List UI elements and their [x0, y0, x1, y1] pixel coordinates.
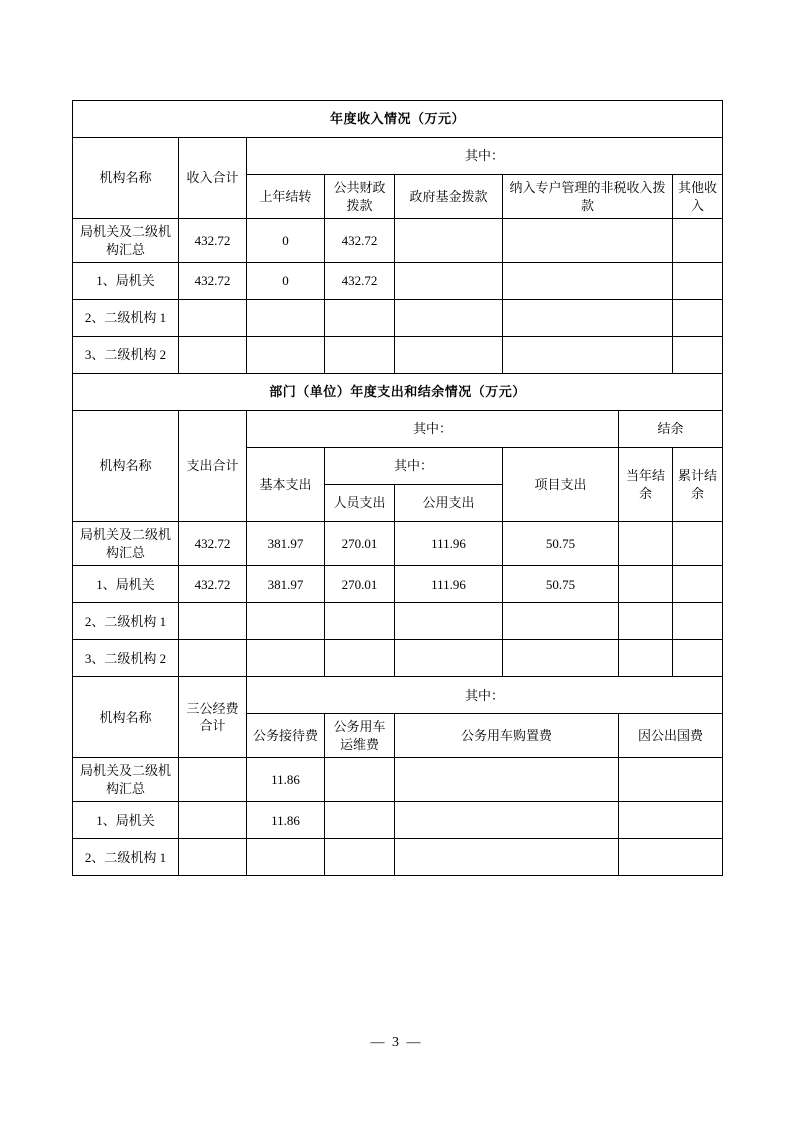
section2-row-3-name: 3、二级机构 2: [73, 640, 179, 677]
section1-header-col-gov-fund: 政府基金拨款: [395, 175, 503, 219]
section2-row-3-personnel: [325, 640, 395, 677]
section2-row-3-basic: [247, 640, 325, 677]
section1-row-3-gov-fund: [395, 337, 503, 374]
section2-header-total: 支出合计: [179, 411, 247, 522]
section1-header-col-other: 其他收入: [673, 175, 723, 219]
section2-row-1-balance-year: [619, 566, 673, 603]
budget-table: [72, 100, 723, 876]
table-row: [73, 802, 723, 839]
section3-row-1-name: 1、局机关: [73, 802, 179, 839]
table-row: [73, 839, 723, 876]
table-row: [73, 758, 723, 802]
section1-row-0-other: [673, 219, 723, 263]
section2-row-1-name: 1、局机关: [73, 566, 179, 603]
section3-row-0-overseas-travel: [619, 758, 723, 802]
section1-row-3-other: [673, 337, 723, 374]
section3-header-org-name: 机构名称: [73, 677, 179, 758]
section2-row-1-personnel: 270.01: [325, 566, 395, 603]
section2-row-0-project: 50.75: [503, 522, 619, 566]
section1-header-row-1: [73, 138, 723, 175]
table-row: [73, 219, 723, 263]
section1-row-3-public-finance: [325, 337, 395, 374]
section1-row-0-name: 局机关及二级机构汇总: [73, 219, 179, 263]
section2-header-row-1: [73, 411, 723, 448]
table-row: [73, 640, 723, 677]
section1-row-1-total: 432.72: [179, 263, 247, 300]
section2-row-3-public: [395, 640, 503, 677]
table-row: [73, 263, 723, 300]
section2-row-1-basic: 381.97: [247, 566, 325, 603]
section3-row-2-vehicle-purchase: [395, 839, 619, 876]
section3-header-among-which: 其中：: [247, 677, 723, 714]
section1-header-total: 收入合计: [179, 138, 247, 219]
section2-row-3-balance-year: [619, 640, 673, 677]
section2-row-2-name: 2、二级机构 1: [73, 603, 179, 640]
section2-header-public: 公用支出: [395, 485, 503, 522]
section1-header-org-name: 机构名称: [73, 138, 179, 219]
section3-row-1-total: [179, 802, 247, 839]
section1-row-1-carryover: 0: [247, 263, 325, 300]
section2-row-2-personnel: [325, 603, 395, 640]
section2-row-1-public: 111.96: [395, 566, 503, 603]
section3-header-col-vehicle-purchase: 公务用车购置费: [395, 714, 619, 758]
section2-title-row: [73, 374, 723, 411]
table-row: [73, 566, 723, 603]
section2-row-0-basic: 381.97: [247, 522, 325, 566]
table-row: [73, 522, 723, 566]
section3-header-col-reception: 公务接待费: [247, 714, 325, 758]
section2-header-balance-year: 当年结余: [619, 448, 673, 522]
section1-row-0-public-finance: 432.72: [325, 219, 395, 263]
section2-row-1-total: 432.72: [179, 566, 247, 603]
section2-row-1-project: 50.75: [503, 566, 619, 603]
section2-header-org-name: 机构名称: [73, 411, 179, 522]
section2-row-1-balance-cumulative: [673, 566, 723, 603]
section1-row-0-gov-fund: [395, 219, 503, 263]
section3-row-1-vehicle-purchase: [395, 802, 619, 839]
section1-row-2-other: [673, 300, 723, 337]
section2-row-2-balance-year: [619, 603, 673, 640]
section3-row-1-overseas-travel: [619, 802, 723, 839]
section1-row-1-public-finance: 432.72: [325, 263, 395, 300]
section1-row-1-gov-fund: [395, 263, 503, 300]
section2-header-among-which-2: 其中：: [325, 448, 503, 485]
section3-row-2-reception: [247, 839, 325, 876]
section3-header-col-overseas-travel: 因公出国费: [619, 714, 723, 758]
section1-row-2-name: 2、二级机构 1: [73, 300, 179, 337]
section1-row-1-name: 1、局机关: [73, 263, 179, 300]
section2-title: 部门（单位）年度支出和结余情况（万元）: [73, 374, 723, 411]
section3-row-0-name: 局机关及二级机构汇总: [73, 758, 179, 802]
section2-row-2-basic: [247, 603, 325, 640]
section2-header-project: 项目支出: [503, 448, 619, 522]
section1-row-3-special-account: [503, 337, 673, 374]
section3-row-0-vehicle-purchase: [395, 758, 619, 802]
section3-row-2-overseas-travel: [619, 839, 723, 876]
section1-header-among-which: 其中：: [247, 138, 723, 175]
section2-row-0-public: 111.96: [395, 522, 503, 566]
section1-title: 年度收入情况（万元）: [73, 101, 723, 138]
section3-header-col-vehicle-operation: 公务用车运维费: [325, 714, 395, 758]
section2-row-3-project: [503, 640, 619, 677]
section2-row-0-name: 局机关及二级机构汇总: [73, 522, 179, 566]
page-number: — 3 —: [370, 1035, 423, 1050]
section2-row-0-balance-year: [619, 522, 673, 566]
section3-row-0-total: [179, 758, 247, 802]
section3-row-0-vehicle-operation: [325, 758, 395, 802]
section1-row-2-carryover: [247, 300, 325, 337]
section2-row-2-total: [179, 603, 247, 640]
section1-row-3-total: [179, 337, 247, 374]
section1-row-0-carryover: 0: [247, 219, 325, 263]
section1-row-1-special-account: [503, 263, 673, 300]
table-row: [73, 300, 723, 337]
section2-header-personnel: 人员支出: [325, 485, 395, 522]
section3-row-2-name: 2、二级机构 1: [73, 839, 179, 876]
section1-row-2-special-account: [503, 300, 673, 337]
section1-row-3-carryover: [247, 337, 325, 374]
section1-row-2-gov-fund: [395, 300, 503, 337]
section1-row-2-public-finance: [325, 300, 395, 337]
section1-row-2-total: [179, 300, 247, 337]
section1-row-3-name: 3、二级机构 2: [73, 337, 179, 374]
section2-header-balance-cumulative: 累计结余: [673, 448, 723, 522]
section3-row-2-vehicle-operation: [325, 839, 395, 876]
section2-row-2-project: [503, 603, 619, 640]
section2-row-0-balance-cumulative: [673, 522, 723, 566]
section2-header-balance: 结余: [619, 411, 723, 448]
section1-header-col-special-account: 纳入专户管理的非税收入拨款: [503, 175, 673, 219]
section1-row-0-special-account: [503, 219, 673, 263]
section2-row-2-balance-cumulative: [673, 603, 723, 640]
section2-header-basic: 基本支出: [247, 448, 325, 522]
section1-title-row: [73, 101, 723, 138]
section1-row-0-total: 432.72: [179, 219, 247, 263]
section1-row-1-other: [673, 263, 723, 300]
section2-row-0-personnel: 270.01: [325, 522, 395, 566]
section2-row-0-total: 432.72: [179, 522, 247, 566]
section1-header-col-public-finance: 公共财政拨款: [325, 175, 395, 219]
section3-row-1-reception: 11.86: [247, 802, 325, 839]
section2-row-2-public: [395, 603, 503, 640]
section2-header-among-which: 其中：: [247, 411, 619, 448]
section3-header-total: 三公经费合计: [179, 677, 247, 758]
section3-header-row-1: [73, 677, 723, 714]
section1-header-col-carryover: 上年结转: [247, 175, 325, 219]
section2-row-3-total: [179, 640, 247, 677]
table-row: [73, 337, 723, 374]
section3-row-2-total: [179, 839, 247, 876]
section3-row-1-vehicle-operation: [325, 802, 395, 839]
section3-row-0-reception: 11.86: [247, 758, 325, 802]
table-row: [73, 603, 723, 640]
section2-row-3-balance-cumulative: [673, 640, 723, 677]
